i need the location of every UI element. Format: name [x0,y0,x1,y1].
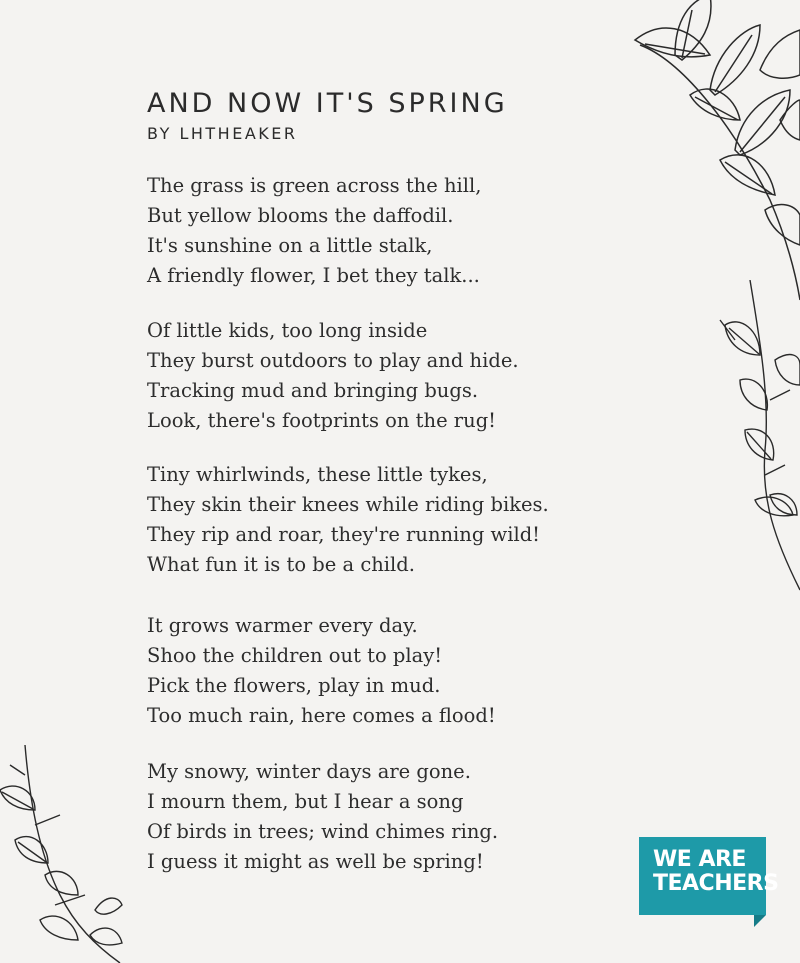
stanza-4 [147,611,627,731]
poem-line: Of little kids, too long inside [147,319,428,342]
poem-title: AND NOW IT'S SPRING [147,88,508,119]
poem-author: BY LHTHEAKER [147,124,298,143]
poem-line: Pick the flowers, play in mud. [147,674,441,697]
holly-vine-illustration [0,745,135,963]
poem-line: Of birds in trees; wind chimes ring. [147,820,499,843]
poem-line: They burst outdoors to play and hide. [147,349,519,372]
poem-line: Too much rain, here comes a flood! [147,704,496,727]
poem-line: A friendly flower, I bet they talk... [147,264,480,287]
poem-line: Look, there's footprints on the rug! [147,409,497,432]
stanza-5 [147,757,627,877]
poem-line: The grass is green across the hill, [147,174,482,197]
poem-line: Tiny whirlwinds, these little tykes, [147,463,488,486]
poem-line: Tracking mud and bringing bugs. [147,379,479,402]
stanza-1 [147,171,627,291]
logo-fold-corner [754,915,766,927]
stanza-3 [147,460,627,580]
poem-line: I guess it might as well be spring! [147,850,484,873]
poem-line: My snowy, winter days are gone. [147,760,471,783]
we-are-teachers-logo [639,837,779,915]
logo-line-2: TEACHERS [653,871,779,896]
poem-line: They skin their knees while riding bikes. [147,493,549,516]
poem-line: They rip and roar, they're running wild! [147,523,541,546]
holly-vine-illustration [715,280,800,600]
poem-line: What fun it is to be a child. [147,553,415,576]
poem-line: It grows warmer every day. [147,614,418,637]
poem-line: It's sunshine on a little stalk, [147,234,433,257]
stanza-2 [147,316,627,436]
poem-line: But yellow blooms the daffodil. [147,204,454,227]
logo-line-1: WE ARE [653,847,746,872]
poem-line: Shoo the children out to play! [147,644,443,667]
leafy-branch-illustration [620,0,800,320]
poem-line: I mourn them, but I hear a song [147,790,464,813]
